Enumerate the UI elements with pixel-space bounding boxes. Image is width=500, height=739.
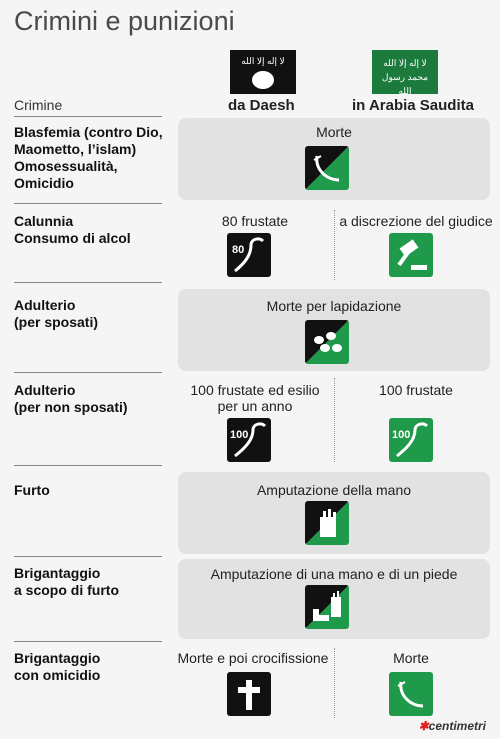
column-divider: [334, 378, 335, 462]
whip-icon: [227, 418, 271, 462]
divider: [14, 641, 162, 642]
row-label-adulterio-non-sposati: Adulterio (per non sposati): [14, 382, 128, 415]
svg-text:100: 100: [392, 429, 411, 441]
punishment-text: Amputazione della mano: [256, 482, 412, 498]
sword-icon: [305, 146, 349, 190]
saudi-punishment-text: Morte: [393, 650, 429, 666]
divider: [14, 372, 162, 373]
header-crime: Crimine: [14, 97, 63, 113]
punishment-text: Morte per lapidazione: [266, 298, 402, 314]
saudi-flag-text: لا إله إلا الله محمد رسول الله: [381, 58, 429, 96]
row-label-brigantaggio-furto: Brigantaggio a scopo di furto: [14, 565, 119, 598]
divider: [14, 116, 162, 117]
saudi-punishment-text: a discrezione del giudice: [339, 213, 493, 229]
cross-icon: [227, 672, 271, 716]
hand-icon: [305, 501, 349, 545]
column-divider: [334, 210, 335, 280]
header-daesh: da Daesh: [228, 97, 295, 114]
row-label-blasfemia: Blasfemia (contro Dio, Maometto, l’islam) Omosessualità, Omicidio: [14, 124, 163, 191]
daesh-punishment-text: 100 frustate ed esilio per un anno: [190, 382, 320, 414]
row-label-adulterio-sposati: Adulterio (per sposati): [14, 297, 99, 330]
row-label-calunnia: Calunnia Consumo di alcol: [14, 213, 131, 246]
daesh-flag: [230, 50, 296, 94]
hand-foot-icon: [305, 585, 349, 629]
page-title: Crimini e punizioni: [14, 6, 235, 36]
saudi-flag: [372, 50, 438, 94]
divider: [14, 203, 162, 204]
punishment-text: Amputazione di una mano e di un piede: [210, 566, 458, 582]
divider: [14, 282, 162, 283]
saudi-punishment-text: 100 frustate: [379, 382, 453, 398]
divider: [14, 465, 162, 466]
stones-icon: [305, 320, 349, 364]
gavel-icon: [389, 233, 433, 277]
sword-icon: [389, 672, 433, 716]
daesh-flag-text: لا إله إلا الله: [241, 56, 285, 66]
row-label-furto: Furto: [14, 482, 50, 498]
divider: [14, 556, 162, 557]
header-saudi: in Arabia Saudita: [352, 97, 474, 114]
row-label-brigantaggio-omicidio: Brigantaggio con omicidio: [14, 650, 101, 683]
whip-icon: [227, 233, 271, 277]
whip-icon: [389, 418, 433, 462]
daesh-punishment-text: Morte e poi crocifissione: [177, 650, 329, 666]
centimetri-logo: ✱centimetri: [418, 719, 486, 733]
column-divider: [334, 648, 335, 718]
daesh-punishment-text: 80 frustate: [221, 213, 289, 229]
svg-text:80: 80: [232, 244, 245, 256]
punishment-text: Morte: [316, 124, 352, 140]
svg-text:100: 100: [230, 429, 249, 441]
